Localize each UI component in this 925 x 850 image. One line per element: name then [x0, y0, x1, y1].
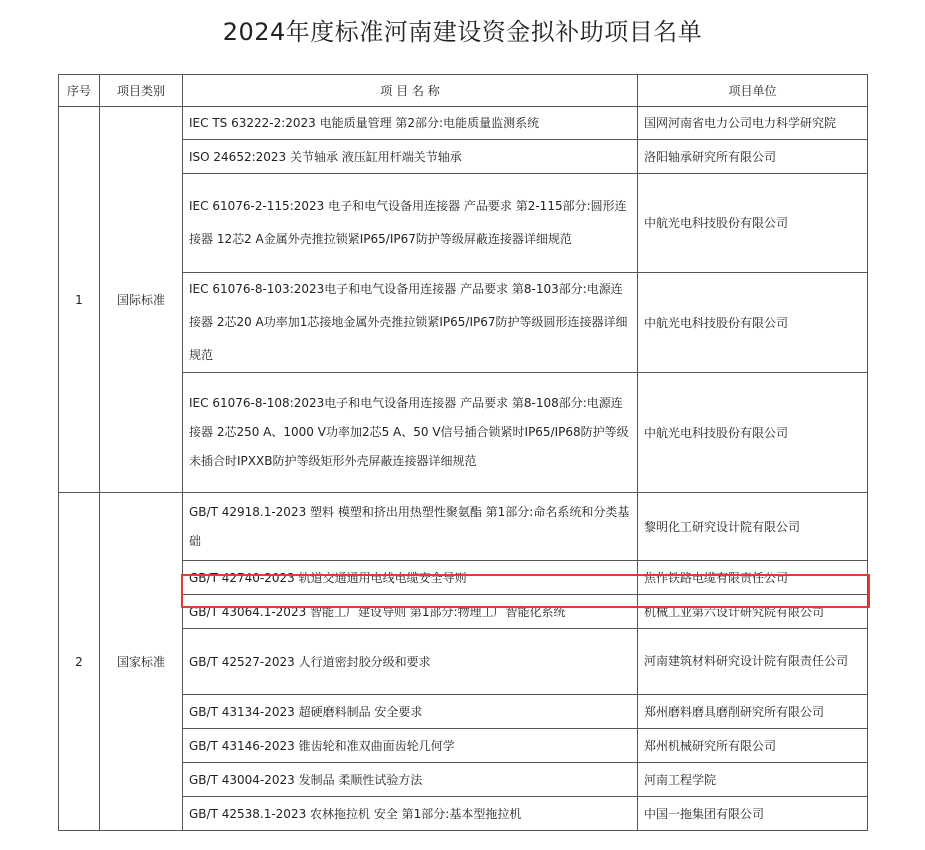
project-table: [58, 74, 868, 831]
table-row: [59, 493, 868, 561]
project-name: GB/T 42918.1-2023 塑料 模塑和挤出用热塑性聚氨酯 第1部分:命名系统和分类基础: [183, 493, 638, 561]
category-cell: 国家标准: [100, 493, 183, 831]
project-name: GB/T 43146-2023 锥齿轮和准双曲面齿轮几何学: [183, 729, 638, 763]
header-seq: 序号: [59, 75, 100, 107]
project-name: GB/T 42538.1-2023 农林拖拉机 安全 第1部分:基本型拖拉机: [183, 797, 638, 831]
project-unit: 国网河南省电力公司电力科学研究院: [638, 107, 868, 140]
project-name: GB/T 43004-2023 发制品 柔顺性试验方法: [183, 763, 638, 797]
project-unit: 中国一拖集团有限公司: [638, 797, 868, 831]
project-unit: 河南建筑材料研究设计院有限责任公司: [638, 629, 868, 695]
seq-cell: 1: [59, 107, 100, 493]
table-row: [59, 107, 868, 140]
project-name: IEC 61076-8-108:2023电子和电气设备用连接器 产品要求 第8-108部分:电源连接器 2芯250 A、1000 V功率加2芯5 A、50 V信号插合锁紧时IP65/IP68防护等级未插合时IPXXB防护等级矩形外壳屏蔽连接器详细规范: [183, 373, 638, 493]
project-name: ISO 24652:2023 关节轴承 液压缸用杆端关节轴承: [183, 140, 638, 174]
project-unit: 河南工程学院: [638, 763, 868, 797]
project-name: GB/T 42527-2023 人行道密封胶分级和要求: [183, 629, 638, 695]
header-name: 项 目 名 称: [183, 75, 638, 107]
project-name: GB/T 43064.1-2023 智能工厂建设导则 第1部分:物理工厂智能化系统: [183, 595, 638, 629]
project-unit: 中航光电科技股份有限公司: [638, 273, 868, 373]
project-name: GB/T 42740-2023 轨道交通通用电线电缆安全导则: [183, 561, 638, 595]
project-unit: 中航光电科技股份有限公司: [638, 174, 868, 273]
project-name: IEC TS 63222-2:2023 电能质量管理 第2部分:电能质量监测系统: [183, 107, 638, 140]
project-unit: 机械工业第六设计研究院有限公司: [638, 595, 868, 629]
seq-cell: 2: [59, 493, 100, 831]
project-unit: 中航光电科技股份有限公司: [638, 373, 868, 493]
project-unit: 洛阳轴承研究所有限公司: [638, 140, 868, 174]
project-name: IEC 61076-2-115:2023 电子和电气设备用连接器 产品要求 第2-115部分:圆形连接器 12芯2 A金属外壳推拉锁紧IP65/IP67防护等级屏蔽连接器详细规范: [183, 174, 638, 273]
project-unit: 郑州磨料磨具磨削研究所有限公司: [638, 695, 868, 729]
table-header-row: [59, 75, 868, 107]
header-category: 项目类别: [100, 75, 183, 107]
header-unit: 项目单位: [638, 75, 868, 107]
project-name: GB/T 43134-2023 超硬磨料制品 安全要求: [183, 695, 638, 729]
category-cell: 国际标准: [100, 107, 183, 493]
project-unit: 郑州机械研究所有限公司: [638, 729, 868, 763]
project-name: IEC 61076-8-103:2023电子和电气设备用连接器 产品要求 第8-103部分:电源连接器 2芯20 A功率加1芯接地金属外壳推拉锁紧IP65/IP67防护等级圆形连接器详细规范: [183, 273, 638, 373]
project-unit: 焦作铁路电缆有限责任公司: [638, 561, 868, 595]
project-unit: 黎明化工研究设计院有限公司: [638, 493, 868, 561]
page-title: 2024年度标准河南建设资金拟补助项目名单: [222, 18, 703, 46]
